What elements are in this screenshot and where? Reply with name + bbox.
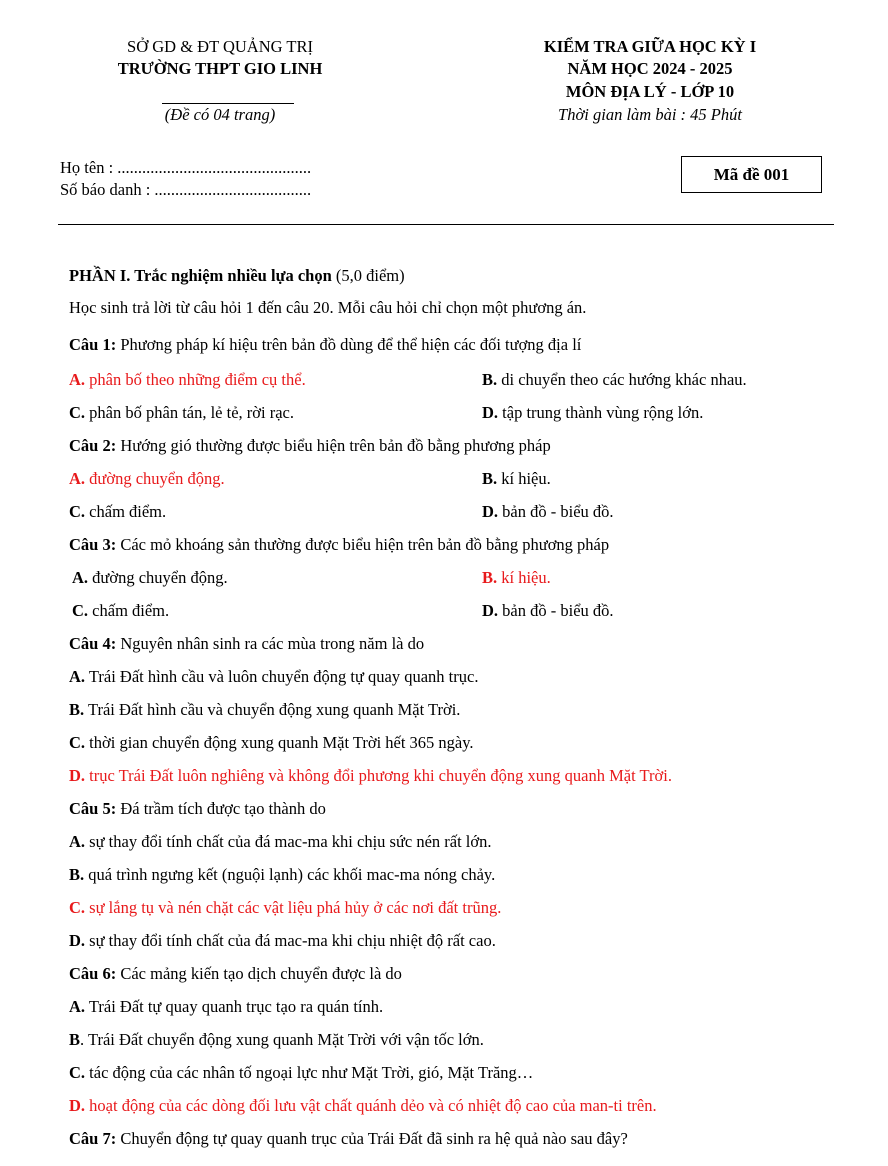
- option-text: Trái Đất tự quay quanh trục tạo ra quán tính.: [85, 997, 384, 1016]
- section-title: [69, 266, 405, 286]
- option-letter: A.: [69, 469, 86, 488]
- question-5-stem: [69, 799, 326, 819]
- q5-option-d: [69, 931, 496, 951]
- exam-code: Mã đề 001: [713, 164, 790, 184]
- option-letter: A.: [69, 832, 86, 851]
- option-text: phân bố phân tán, lẻ tẻ, rời rạc.: [85, 403, 294, 422]
- option-text: Trái Đất hình cầu và chuyển động xung quanh Mặt Trời.: [84, 700, 461, 719]
- option-text: đường chuyển động.: [85, 469, 225, 488]
- q3-option-d: [482, 601, 614, 621]
- header-divider-long: [58, 224, 834, 225]
- option-text: . Trái Đất chuyển động xung quanh Mặt Trời với vận tốc lớn.: [80, 1030, 484, 1049]
- subject-title: MÔN ĐỊA LÝ - LỚP 10: [565, 82, 735, 101]
- option-text: phân bố theo những điểm cụ thể.: [85, 370, 306, 389]
- option-letter: D.: [482, 502, 499, 521]
- option-letter: A.: [69, 997, 86, 1016]
- q6-option-c: [69, 1063, 533, 1083]
- q4-option-b: [69, 700, 460, 720]
- question-3-stem: [69, 535, 609, 555]
- option-letter: B.: [482, 568, 498, 587]
- section-title-bold: PHẦN I. Trắc nghiệm nhiều lựa chọn: [69, 266, 332, 285]
- option-letter: A.: [69, 667, 86, 686]
- school-year: NĂM HỌC 2024 - 2025: [567, 59, 733, 78]
- q2-option-d: [482, 502, 614, 522]
- option-letter: B.: [482, 469, 498, 488]
- question-text: Chuyển động tự quay quanh trục của Trái Đất đã sinh ra hệ quả nào sau đây?: [116, 1129, 628, 1148]
- q6-option-a: [69, 997, 383, 1017]
- option-text: đường chuyển động.: [88, 568, 228, 587]
- option-text: chấm điểm.: [85, 502, 167, 521]
- option-text: thời gian chuyển động xung quanh Mặt Trời hết 365 ngày.: [85, 733, 474, 752]
- question-label: Câu 6:: [69, 964, 117, 983]
- question-label: Câu 2:: [69, 436, 117, 455]
- option-letter: D.: [69, 766, 86, 785]
- question-label: Câu 5:: [69, 799, 117, 818]
- q6-option-b: [69, 1030, 484, 1050]
- q5-option-b: [69, 865, 495, 885]
- q4-option-d: [69, 766, 672, 786]
- question-label: Câu 4:: [69, 634, 117, 653]
- option-text: di chuyển theo các hướng khác nhau.: [497, 370, 747, 389]
- question-2-stem: [69, 436, 551, 456]
- q2-option-a: [69, 469, 225, 489]
- q3-option-a: [72, 568, 228, 588]
- option-letter: C.: [69, 502, 86, 521]
- q1-option-d: [482, 403, 703, 423]
- question-text: Các mỏ khoáng sản thường được biểu hiện trên bản đồ bằng phương pháp: [116, 535, 610, 554]
- option-text: bản đồ - biểu đồ.: [498, 502, 614, 521]
- q4-option-a: [69, 667, 478, 687]
- header-divider-short: [162, 103, 294, 104]
- section-points: (5,0 điểm): [331, 266, 405, 285]
- option-text: quá trình ngưng kết (nguội lạnh) các khối mac-ma nóng chảy.: [84, 865, 496, 884]
- option-text: tập trung thành vùng rộng lớn.: [498, 403, 704, 422]
- q3-option-b: [482, 568, 551, 588]
- q2-option-b: [482, 469, 551, 489]
- option-letter: D.: [482, 403, 499, 422]
- student-name-line: Họ tên : ...............................................: [60, 158, 312, 177]
- q5-option-c: [69, 898, 501, 918]
- department-name: SỞ GD & ĐT QUẢNG TRỊ: [127, 37, 313, 56]
- option-text: hoạt động của các dòng đối lưu vật chất quánh dẻo và có nhiệt độ cao của man-ti trên.: [85, 1096, 657, 1115]
- option-text: sự thay đổi tính chất của đá mac-ma khi chịu nhiệt độ rất cao.: [85, 931, 496, 950]
- option-letter: C.: [69, 403, 86, 422]
- option-letter: C.: [69, 1063, 86, 1082]
- q2-option-c: [69, 502, 166, 522]
- option-letter: B.: [69, 700, 85, 719]
- exam-title: KIỂM TRA GIỮA HỌC KỲ I: [543, 37, 757, 56]
- q3-option-c: [72, 601, 169, 621]
- option-letter: D.: [482, 601, 499, 620]
- q1-option-a: [69, 370, 306, 390]
- option-letter: C.: [69, 898, 86, 917]
- option-text: tác động của các nhân tố ngoại lực như Mặt Trời, gió, Mặt Trăng…: [85, 1063, 534, 1082]
- question-text: Hướng gió thường được biểu hiện trên bản đồ bằng phương pháp: [116, 436, 551, 455]
- question-text: Phương pháp kí hiệu trên bản đồ dùng để thể hiện các đối tượng địa lí: [116, 335, 582, 354]
- option-text: chấm điểm.: [88, 601, 170, 620]
- q6-option-d: [69, 1096, 657, 1116]
- q1-option-c: [69, 403, 294, 423]
- option-text: bản đồ - biểu đồ.: [498, 601, 614, 620]
- exam-duration: Thời gian làm bài : 45 Phút: [558, 105, 742, 124]
- option-text: kí hiệu.: [497, 568, 551, 587]
- option-letter: A.: [69, 370, 86, 389]
- question-1-stem: [69, 335, 581, 355]
- q1-option-b: [482, 370, 747, 390]
- q4-option-c: [69, 733, 474, 753]
- option-letter: B.: [482, 370, 498, 389]
- pages-note: (Đề có 04 trang): [164, 105, 276, 124]
- exam-code-box: [681, 156, 822, 193]
- question-4-stem: [69, 634, 424, 654]
- student-id-line: Số báo danh : ......................................: [60, 180, 312, 199]
- option-text: sự lắng tụ và nén chặt các vật liệu phá hủy ở các nơi đất trũng.: [85, 898, 502, 917]
- q5-option-a: [69, 832, 492, 852]
- question-text: Các mảng kiến tạo dịch chuyển được là do: [116, 964, 402, 983]
- option-text: trục Trái Đất luôn nghiêng và không đổi phương khi chuyển động xung quanh Mặt Trời.: [85, 766, 672, 785]
- option-text: kí hiệu.: [497, 469, 551, 488]
- question-7-stem: [69, 1129, 628, 1149]
- option-letter: B: [69, 1030, 81, 1049]
- question-label: Câu 7:: [69, 1129, 117, 1148]
- option-letter: D.: [69, 931, 86, 950]
- option-text: sự thay đổi tính chất của đá mac-ma khi chịu sức nén rất lớn.: [85, 832, 492, 851]
- question-label: Câu 1:: [69, 335, 117, 354]
- option-letter: A.: [72, 568, 89, 587]
- section-instruction: Học sinh trả lời từ câu hỏi 1 đến câu 20. Mỗi câu hỏi chỉ chọn một phương án.: [69, 298, 587, 317]
- school-name: TRƯỜNG THPT GIO LINH: [117, 59, 323, 78]
- option-letter: B.: [69, 865, 85, 884]
- option-letter: D.: [69, 1096, 86, 1115]
- question-6-stem: [69, 964, 402, 984]
- question-text: Đá trầm tích được tạo thành do: [116, 799, 326, 818]
- option-letter: C.: [72, 601, 89, 620]
- question-text: Nguyên nhân sinh ra các mùa trong năm là do: [116, 634, 425, 653]
- question-label: Câu 3:: [69, 535, 117, 554]
- option-text: Trái Đất hình cầu và luôn chuyển động tự quay quanh trục.: [85, 667, 479, 686]
- option-letter: C.: [69, 733, 86, 752]
